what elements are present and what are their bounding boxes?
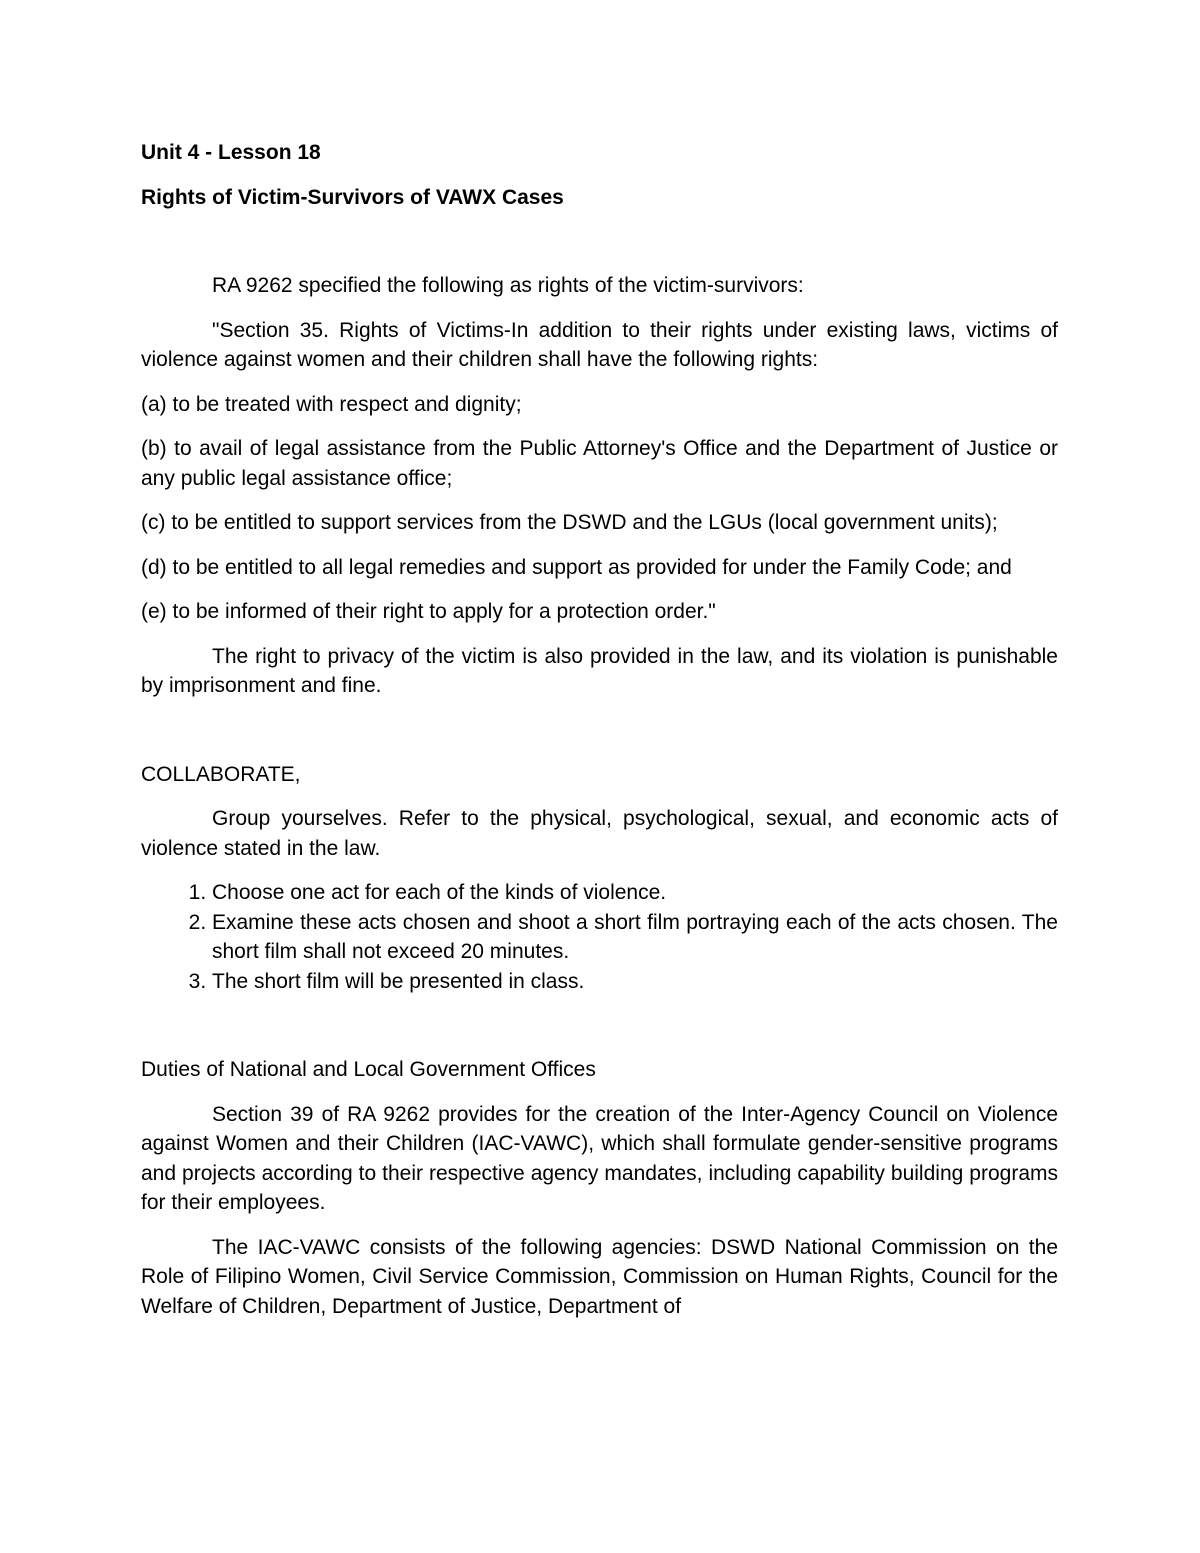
collaborate-instruction: Group yourselves. Refer to the physical, psychological, sexual, and economic acts of violence stated in the law. [141, 807, 1058, 860]
document-page [141, 138, 1058, 1336]
right-item-d: (d) to be entitled to all legal remedies and support as provided for under the Family Code; and [141, 555, 1012, 579]
right-item-a: (a) to be treated with respect and dignity; [141, 392, 522, 416]
list-item: 2. Examine these acts chosen and shoot a short film portraying each of the acts chosen. The short film shall not exceed 20 minutes. [212, 908, 1058, 967]
duties-paragraph-2: The IAC-VAWC consists of the following agencies: DSWD National Commission on the Role of Filipino Women, Civil Service Commission, Commission on Human Rights, Council for the Welfare of Children, Department of Justice, Department of [141, 1235, 1058, 1318]
right-item-b: (b) to avail of legal assistance from the Public Attorney's Office and the Department of Justice or any public legal assistance office; [141, 437, 1058, 490]
unit-heading: Unit 4 - Lesson 18 [141, 141, 321, 164]
rights-intro: RA 9262 specified the following as rights of the victim-survivors: [212, 274, 804, 297]
list-item: 1. Choose one act for each of the kinds of violence. [212, 878, 1058, 908]
privacy-paragraph: The right to privacy of the victim is also provided in the law, and its violation is punishable by imprisonment and fine. [141, 644, 1058, 697]
duties-paragraph-1: Section 39 of RA 9262 provides for the creation of the Inter-Agency Council on Violence against Women and their Children (IAC-VAWC), which shall formulate gender-sensitive programs and projects according to their respective agency mandates, including capability building programs for their employees. [141, 1102, 1058, 1214]
duties-heading: Duties of National and Local Government Offices [141, 1058, 596, 1081]
right-item-c: (c) to be entitled to support services from the DSWD and the LGUs (local government units); [141, 511, 998, 534]
lesson-title: Rights of Victim-Survivors of VAWX Cases [141, 186, 564, 209]
list-item: 3. The short film will be presented in class. [212, 967, 1058, 997]
collaborate-steps [141, 878, 1058, 996]
right-item-e: (e) to be informed of their right to apply for a protection order." [141, 600, 716, 623]
collaborate-label: COLLABORATE, [141, 762, 301, 786]
section-35-quote: "Section 35. Rights of Victims-In addition to their rights under existing laws, victims of violence against women and their children shall have the following rights: [141, 318, 1058, 371]
